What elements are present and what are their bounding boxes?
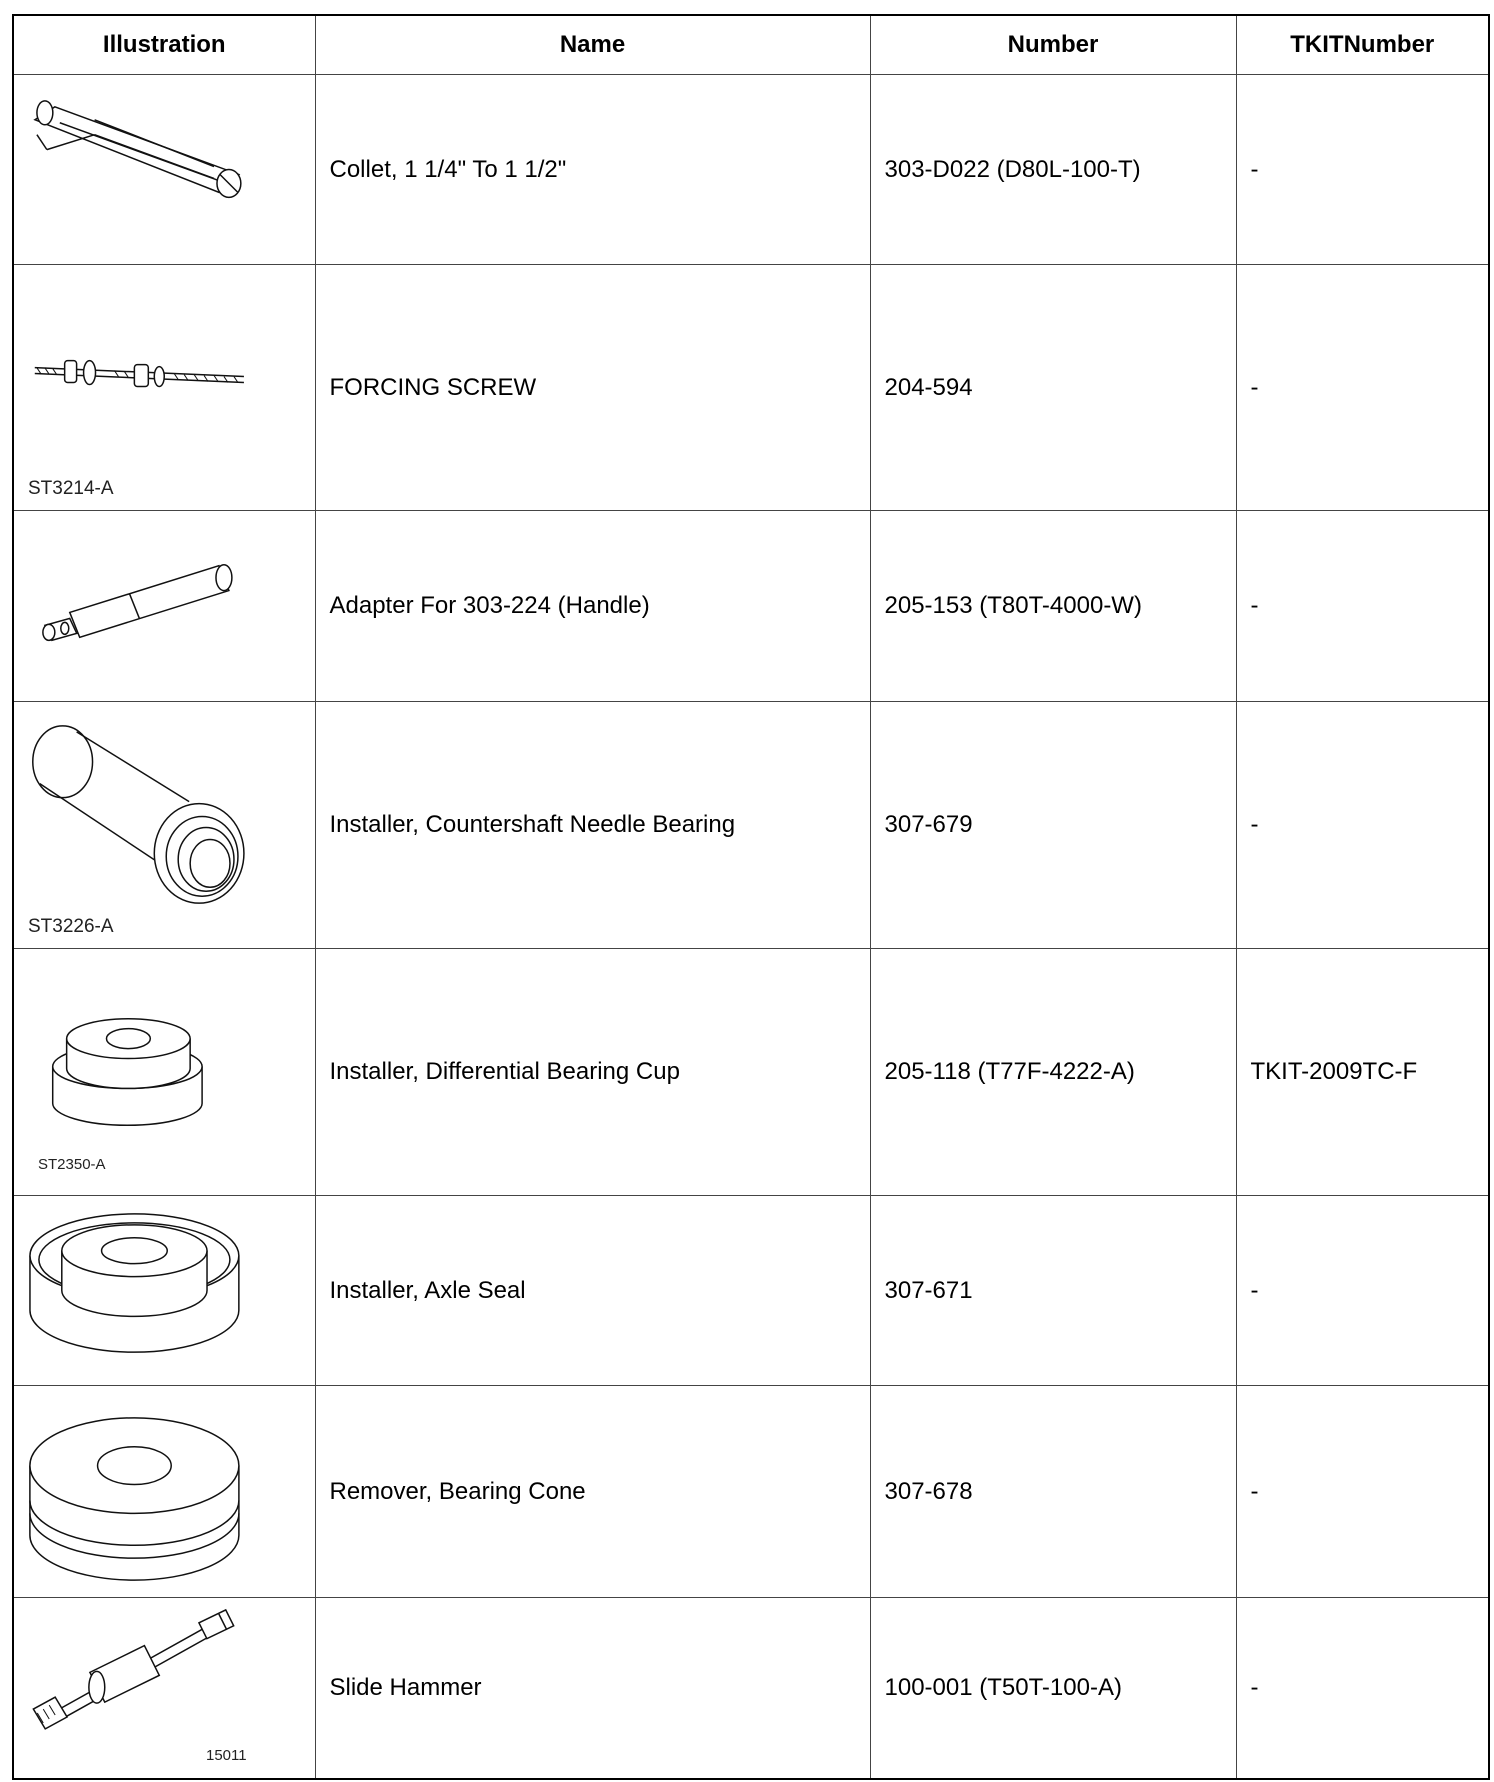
tool-number: 205-118 (T77F-4222-A)	[870, 949, 1236, 1196]
illustration-cell	[13, 75, 315, 265]
tkit-number: -	[1236, 511, 1489, 702]
tkit-number: -	[1236, 75, 1489, 265]
adapter-icon	[14, 511, 315, 701]
header-tkit-number: TKITNumber	[1236, 15, 1489, 75]
illustration-cell	[13, 949, 315, 1196]
table-row	[13, 75, 1489, 265]
illustration-cell	[13, 511, 315, 702]
table-header-row	[13, 15, 1489, 75]
bearing-cone-remover-icon	[14, 1386, 315, 1597]
tool-name: Installer, Countershaft Needle Bearing	[315, 702, 870, 949]
tool-number: 205-153 (T80T-4000-W)	[870, 511, 1236, 702]
table-row	[13, 511, 1489, 702]
tool-name: Slide Hammer	[315, 1598, 870, 1779]
table-row	[13, 1196, 1489, 1386]
illustration-cell	[13, 1598, 315, 1779]
special-tools-table	[12, 14, 1490, 1780]
tool-name: FORCING SCREW	[315, 265, 870, 511]
tool-number: 307-671	[870, 1196, 1236, 1386]
tool-name: Installer, Axle Seal	[315, 1196, 870, 1386]
table-row	[13, 1386, 1489, 1598]
table-row	[13, 1598, 1489, 1779]
tkit-number: TKIT-2009TC-F	[1236, 949, 1489, 1196]
needle-bearing-installer-icon	[14, 702, 315, 948]
table-row	[13, 949, 1489, 1196]
tool-number: 307-679	[870, 702, 1236, 949]
tool-name: Adapter For 303-224 (Handle)	[315, 511, 870, 702]
illustration-cell	[13, 1196, 315, 1386]
slide-hammer-icon	[14, 1598, 315, 1778]
tool-number: 100-001 (T50T-100-A)	[870, 1598, 1236, 1779]
illustration-code: ST3226-A	[28, 916, 114, 937]
illustration-cell	[13, 702, 315, 949]
tool-name: Installer, Differential Bearing Cup	[315, 949, 870, 1196]
illustration-cell	[13, 265, 315, 511]
header-number: Number	[870, 15, 1236, 75]
axle-seal-installer-icon	[14, 1196, 315, 1385]
tkit-number: -	[1236, 702, 1489, 949]
tool-number: 204-594	[870, 265, 1236, 511]
illustration-code: ST2350-A	[38, 1156, 106, 1173]
tool-name: Collet, 1 1/4" To 1 1/2"	[315, 75, 870, 265]
forcing-screw-icon	[14, 265, 315, 510]
tkit-number: -	[1236, 265, 1489, 511]
table-row	[13, 265, 1489, 511]
illustration-cell	[13, 1386, 315, 1598]
table-row	[13, 702, 1489, 949]
collet-icon	[14, 75, 315, 264]
tkit-number: -	[1236, 1386, 1489, 1598]
tkit-number: -	[1236, 1196, 1489, 1386]
tool-name: Remover, Bearing Cone	[315, 1386, 870, 1598]
illustration-code: 15011	[206, 1746, 247, 1764]
tool-number: 303-D022 (D80L-100-T)	[870, 75, 1236, 265]
header-illustration: Illustration	[13, 15, 315, 75]
header-name: Name	[315, 15, 870, 75]
illustration-code: ST3214-A	[28, 478, 114, 499]
tool-number: 307-678	[870, 1386, 1236, 1598]
tkit-number: -	[1236, 1598, 1489, 1779]
